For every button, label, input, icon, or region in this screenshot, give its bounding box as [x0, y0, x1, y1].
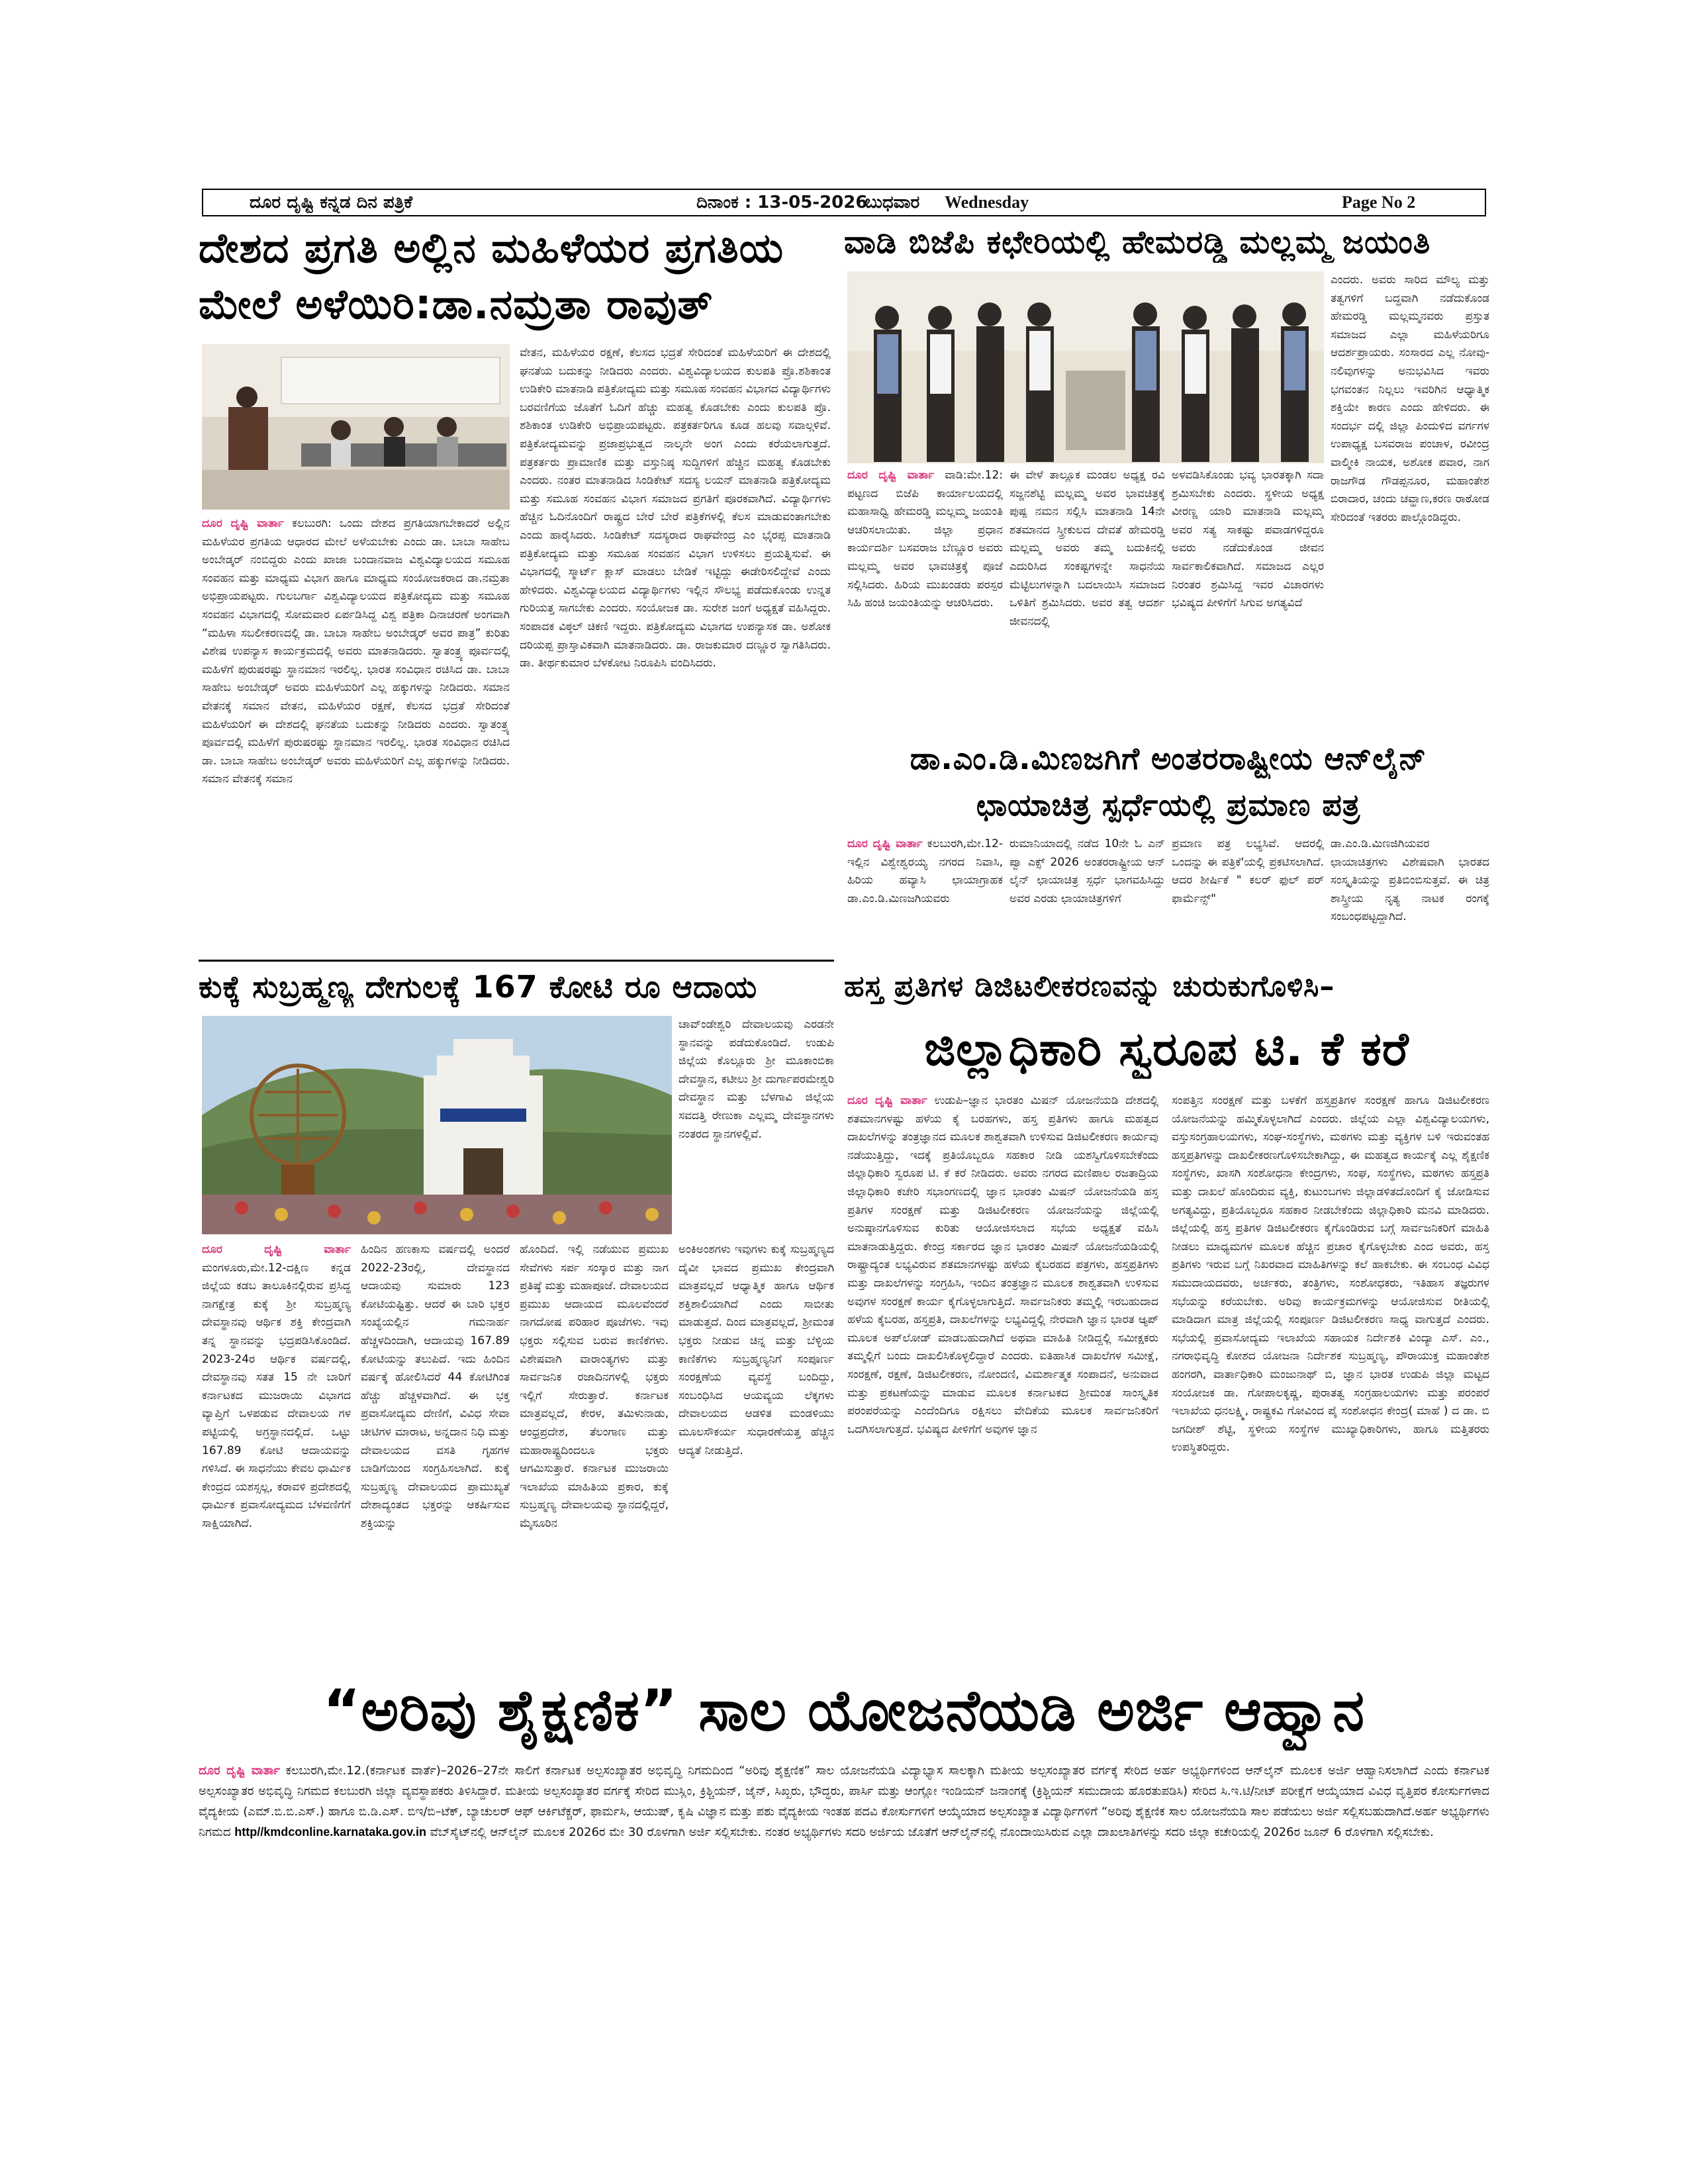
masthead	[202, 189, 1486, 216]
article3-column3	[1172, 835, 1324, 954]
article4-col3-text: ಹೊಂದಿದೆ. ಇಲ್ಲಿ ನಡೆಯುವ ಪ್ರಮುಖ ಸೇವೆಗಳು ಸರ್ಪ ಸಂಸ್ಕಾರ ಮತ್ತು ನಾಗ ಪ್ರತಿಷ್ಠೆ ಮತ್ತು ಮಹಾಪೂಜೆ. ದೇವಾಲಯದ ಪ್ರಮುಖ ಆದಾಯದ ಮೂಲವೆಂದರೆ ನಾಗದೋಷ ಪರಿಹಾರ ಪೂಜೆಗಳು. ಇವು ಭಕ್ತರು ಸಲ್ಲಿಸುವ ಬರುವ ಕಾಣಿಕೆಗಳು. ವಿಶೇಷವಾಗಿ ವಾರಾಂತ್ಯಗಳು ಮತ್ತು ಸಾರ್ವಜನಿಕ ರಜಾದಿನಗಳಲ್ಲಿ ಭಕ್ತರು ಇಲ್ಲಿಗೆ ಸೇರುತ್ತಾರೆ. ಕರ್ನಾಟಕ ಮಾತ್ರವಲ್ಲದೆ, ಕೇರಳ, ತಮಿಳುನಾಡು, ಆಂಧ್ರಪ್ರದೇಶ, ತೆಲಂಗಾಣ ಮತ್ತು ಮಹಾರಾಷ್ಟ್ರದಿಂದಲೂ ಭಕ್ತರು ಆಗಮಿಸುತ್ತಾರೆ. ಕರ್ನಾಟಕ ಮುಜರಾಯಿ ಇಲಾಖೆಯ ಮಾಹಿತಿಯ ಪ್ರಕಾರ, ಕುಕ್ಕೆ ಸುಬ್ರಹ್ಮಣ್ಯ ದೇವಾಲಯವು ಸ್ಥಾನದಲ್ಲಿದ್ದರೆ, ಮೈಸೂರಿನ	[520, 1243, 669, 1530]
article1-headline-line1: ದೇಶದ ಪ್ರಗತಿ ಅಲ್ಲಿನ ಮಹಿಳೆಯರ ಪ್ರಗತಿಯ	[199, 224, 784, 272]
article5-col2-text: ಸಂಪತ್ತಿನ ಸಂರಕ್ಷಣೆ ಮತ್ತು ಬಳಕೆಗೆ ಹಸ್ತಪ್ರತಿಗಳ ಸಂರಕ್ಷಣೆ ಹಾಗೂ ಡಿಜಿಟಲೀಕರಣ ಯೋಜನೆಯನ್ನು ಹಮ್ಮಿಕೊಳ್ಳಲಾಗಿದೆ ಎಂದರು. ಜಿಲ್ಲೆಯ ಎಲ್ಲಾ ವಿಶ್ವವಿದ್ಯಾಲಯಗಳು, ವಸ್ತುಸಂಗ್ರಹಾಲಯಗಳು, ಸಂಘ-ಸಂಸ್ಥೆಗಳು, ಮಠಗಳು ಮತ್ತು ವ್ಯಕ್ತಿಗಳ ಬಳಿ ಇರುವಂತಹ ಹಸ್ತಪ್ರತಿಗಳನ್ನು ದಾಖಲೀಕರಣಗೊಳಿಸಬೇಕಾಗಿದ್ದು, ಈ ಮಹತ್ವದ ಕಾರ್ಯಕ್ಕೆ ಎಲ್ಲ ಶೈಕ್ಷಣಿಕ ಸಂಸ್ಥೆಗಳು, ಖಾಸಗಿ ಸಂಶೋಧನಾ ಕೇಂದ್ರಗಳು, ಸಂಘ, ಸಂಸ್ಥೆಗಳು, ಮಠಗಳು ಹಸ್ತಪ್ರತಿ ಮತ್ತು ದಾಖಲೆ ಹೊಂದಿರುವ ವ್ಯಕ್ತಿ, ಕುಟುಂಬಗಳು ಜಿಲ್ಲಾಡಳಿತದೊಂದಿಗೆ ಕೈ ಜೋಡಿಸುವ ಅಗತ್ಯವಿದ್ದು, ಪ್ರತಿಯೊಬ್ಬರೂ ಸಹಕಾರ ನೀಡಬೇಕೆಂದು ಜಿಲ್ಲಾಧಿಕಾರಿ ಮನವಿ ಮಾಡಿದರು. ಜಿಲ್ಲೆಯಲ್ಲಿ ಹಸ್ತ ಪ್ರತಿಗಳ ಡಿಜಿಟಲೀಕರಣ ಕೈಗೊಂಡಿರುವ ಬಗ್ಗೆ ಸಾರ್ವಜನಿಕರಿಗೆ ಮಾಹಿತಿ ನೀಡಲು ಮಾಧ್ಯಮಗಳ ಮೂಲಕ ಹೆಚ್ಚಿನ ಪ್ರಚಾರ ಕೈಗೊಳ್ಳಬೇಕು ಎಂದ ಅವರು, ಹಸ್ತ ಪ್ರತಿಗಳು ಇರುವ ಬಗ್ಗೆ ನಿಖರವಾದ ಮಾಹಿತಿಗಳನ್ನು ಕಲೆ ಹಾಕಬೇಕು. ಈ ಸಂಬಂಧ ವಿವಿಧ ಸಮುದಾಯದವರು, ಅರ್ಚಕರು, ತಂತ್ರಿಗಳು, ಸಂಶೋಧಕರು, ಇತಿಹಾಸ ತಜ್ಞರುಗಳ ಸಭೆಯನ್ನು ಕರೆಯಬೇಕು. ಅರಿವು ಕಾರ್ಯಕ್ರಮಗಳನ್ನು ಆಯೋಜಿಸುವ ರೀತಿಯಲ್ಲಿ ಮಾಡಿದಾಗ ಮಾತ್ರ ಜಿಲ್ಲೆಯಲ್ಲಿ ಸಂಪೂರ್ಣ ಡಿಜಿಟಲೀಕರಣ ಸಾಧ್ಯ ವಾಗುತ್ತದೆ ಎಂದರು. ಸಭೆಯಲ್ಲಿ ಪ್ರವಾಸೋದ್ಯಮ ಇಲಾಖೆಯ ಸಹಾಯಕ ನಿರ್ದೇಶಕಿ ವಿಂದ್ಯಾ ಎಸ್. ಎಂ., ನಗರಾಭಿವೃದ್ಧಿ ಕೋಶದ ಯೋಜನಾ ನಿರ್ದೇಶಕ ಸುಬ್ರಹ್ಮಣ್ಯ, ಪೌರಾಯುಕ್ತ ಮಹಾಂತೇಶ ಹಂಗರಗಿ, ವಾರ್ತಾಧಿಕಾರಿ ಮಂಜುನಾಥ್ ಬಿ, ಜ್ಞಾನ ಭಾರತ ಉಡುಪಿ ಜಿಲ್ಲಾ ಮಟ್ಟದ ಸಂಯೋಜಕ ಡಾ. ಗೋಪಾಲಕೃಷ್ಣ, ಪುರಾತತ್ವ ಸಂಗ್ರಹಾಲಯಗಳು ಮತ್ತು ಪರಂಪರೆ ಇಲಾಖೆಯ ಧನಲಕ್ಷ್ಮಿ, ರಾಷ್ಟ್ರಕವಿ ಗೋವಿಂದ ಪೈ ಸಂಶೋಧನ ಕೇಂದ್ರ( ಮಾಹೆ ) ದ ಡಾ. ಬಿ ಜಗದೀಶ್ ಶೆಟ್ಟಿ, ಸ್ಥಳೀಯ ಸಂಸ್ಥೆಗಳ ಮುಖ್ಯಾಧಿಕಾರಿಗಳು, ಹಾಗೂ ಮತ್ತಿತರರು ಉಪಸ್ಥಿತರಿದ್ದರು.	[1172, 1094, 1489, 1455]
article1-col1-text: ಕಲಬುರಗಿ: ಒಂದು ದೇಶದ ಪ್ರಗತಿಯಾಗಬೇಕಾದರೆ ಅಲ್ಲಿನ ಮಹಿಳೆಯರ ಪ್ರಗತಿಯ ಆಧಾರದ ಮೇಲೆ ಅಳೆಯಬೇಕು ಎಂದು ಡಾ. ಬಾಬಾ ಸಾಹೇಬ ಅಂಬೇಡ್ಕರ್ ನಂಬಿದ್ದರು ಎಂದು ಖಾಜಾ ಬಂದಾನವಾಜ ವಿಶ್ವವಿದ್ಯಾಲಯದ ಸಮೂಹ ಸಂವಹನ ಮತ್ತು ಮಾಧ್ಯಮ ವಿಭಾಗ ಹಾಗೂ ಮಾಧ್ಯಮ ಸಂಯೋಜಕರಾದ ಡಾ.ನಮ್ರತಾ ಅಭಿಪ್ರಾಯಪಟ್ಟರು. ಗುಲಬರ್ಗಾ ವಿಶ್ವವಿದ್ಯಾಲಯದ ಪತ್ರಿಕೋದ್ಯಮ ಮತ್ತು ಸಮೂಹ ಸಂವಹನ ವಿಭಾಗದಲ್ಲಿ ಸೋಮವಾರ ಏರ್ಪಡಿಸಿದ್ದ ವಿಶ್ವ ಪತ್ರಿಕಾ ದಿನಾಚರಣೆ ಅಂಗವಾಗಿ “ಮಹಿಳಾ ಸಬಲೀಕರಣದಲ್ಲಿ ಡಾ. ಬಾಬಾ ಸಾಹೇಬ ಅಂಬೇಡ್ಕರ್ ಅವರ ಪಾತ್ರ” ಕುರಿತು ವಿಶೇಷ ಉಪನ್ಯಾಸ ಕಾರ್ಯಕ್ರಮದಲ್ಲಿ ಅವರು ಮಾತನಾಡಿದರು. ಸ್ವಾತಂತ್ರ್ಯ ಪೂರ್ವದಲ್ಲಿ ಮಹಿಳೆಗೆ ಪುರುಷರಷ್ಟು ಸ್ಥಾನಮಾನ ಇರಲಿಲ್ಲ. ಭಾರತ ಸಂವಿಧಾನ ರಚಿಸಿದ ಡಾ. ಬಾಬಾ ಸಾಹೇಬ ಅಂಬೇಡ್ಕರ್ ಅವರು ಮಹಿಳೆಯರಿಗೆ ಎಲ್ಲ ಹಕ್ಕುಗಳನ್ನು ನೀಡಿದರು. ಸಮಾನ ವೇತನಕ್ಕೆ ಸಮಾನ ವೇತನ, ಮಹಿಳೆಯರ ರಕ್ಷಣೆ, ಕೆಲಸದ ಭದ್ರತೆ ಸೇರಿದಂತೆ ಮಹಿಳೆಯರಿಗೆ ಈ ದೇಶದಲ್ಲಿ ಘನತೆಯ ಬದುಕನ್ನು ನೀಡಿದರು ಎಂದರು. ಸ್ವಾತಂತ್ರ್ಯ ಪೂರ್ವದಲ್ಲಿ ಮಹಿಳೆಗೆ ಪುರುಷರಷ್ಟು ಸ್ಥಾನಮಾನ ಇರಲಿಲ್ಲ. ಭಾರತ ಸಂವಿಧಾನ ರಚಿಸಿದ ಡಾ. ಬಾಬಾ ಸಾಹೇಬ ಅಂಬೇಡ್ಕರ್ ಅವರು ಮಹಿಳೆಯರಿಗೆ ಎಲ್ಲ ಹಕ್ಕುಗಳನ್ನು ನೀಡಿದರು. ಸಮಾನ ವೇತನಕ್ಕೆ ಸಮಾನ	[202, 517, 510, 786]
article3-headline-line2: ಛಾಯಾಚಿತ್ರ ಸ್ಪರ್ಧೆಯಲ್ಲಿ ಪ್ರಮಾಣ ಪತ್ರ	[976, 787, 1361, 823]
page-number: Page No 2	[1342, 193, 1416, 212]
article5-col1-text: ಉಡುಪಿ–ಜ್ಞಾನ ಭಾರತಂ ಮಿಷನ್ ಯೋಜನೆಯಡಿ ದೇಶದಲ್ಲಿ ಶತಮಾನಗಳಷ್ಟು ಹಳೆಯ ಕೈ ಬರಹಗಳು, ಹಸ್ತ ಪ್ರತಿಗಳು ಹಾಗೂ ಮಹತ್ವದ ದಾಖಲೆಗಳನ್ನು ತಂತ್ರಜ್ಞಾನದ ಮೂಲಕ ಶಾಶ್ವತವಾಗಿ ಉಳಿಸುವ ಡಿಜಿಟಲೀಕರಣ ಕಾರ್ಯವು ನಡೆಯುತ್ತಿದ್ದು, ಇದಕ್ಕೆ ಪ್ರತಿಯೊಬ್ಬರೂ ಸಹಕಾರ ನೀಡಿ ಯಶಸ್ವಿಗೊಳಿಸಬೇಕೆಂದು ಜಿಲ್ಲಾಧಿಕಾರಿ ಸ್ವರೂಪ ಟಿ. ಕೆ ಕರೆ ನೀಡಿದರು. ಅವರು ನಗರದ ಮಣಿಪಾಲ ರಜತಾದ್ರಿಯ ಜಿಲ್ಲಾಧಿಕಾರಿ ಕಚೇರಿ ಸಭಾಂಗಣದಲ್ಲಿ ಜ್ಞಾನ ಭಾರತಂ ಮಿಷನ್ ಯೋಜನೆಯಡಿ ಹಸ್ತ ಪ್ರತಿಗಳ ಸಂರಕ್ಷಣೆ ಮತ್ತು ಡಿಜಿಟಲೀಕರಣ ಯೋಜನೆಯನ್ನು ಜಿಲ್ಲೆಯಲ್ಲಿ ಅನುಷ್ಠಾನಗೊಳಿಸುವ ಕುರಿತು ಆಯೋಜಿಸಲಾದ ಸಭೆಯ ಅಧ್ಯಕ್ಷತೆ ವಹಿಸಿ ಮಾತನಾಡುತ್ತಿದ್ದರು. ಕೇಂದ್ರ ಸರ್ಕಾರದ ಜ್ಞಾನ ಭಾರತಂ ಮಿಷನ್ ಯೋಜನೆಯಡಿಯಲ್ಲಿ ರಾಷ್ಟ್ರಾದ್ಯಂತ ಲಭ್ಯವಿರುವ ಶತಮಾನಗಳಷ್ಟು ಹಳೆಯ ಕೈಬರಹದ ಪತ್ರಗಳು, ಹಸ್ತಪ್ರತಿಗಳು ಮತ್ತು ದಾಖಲೆಗಳನ್ನು ಸಂಗ್ರಹಿಸಿ, ಇಂದಿನ ತಂತ್ರಜ್ಞಾನ ಮೂಲಕ ಶಾಶ್ವತವಾಗಿ ಉಳಿಸುವ ಅವುಗಳ ಸಂರಕ್ಷಣೆ ಕಾರ್ಯ ಕೈಗೊಳ್ಳಲಾಗುತ್ತಿದೆ. ಸಾರ್ವಜನಿಕರು ತಮ್ಮಲ್ಲಿ ಇರಬಹುದಾದ ಹಳೆಯ ಕೈಬರಹ, ಹಸ್ತಪ್ರತಿ, ದಾಖಲೆಗಳನ್ನು ಲಭ್ಯವಿದ್ದಲ್ಲಿ ನೇರವಾಗಿ ಜ್ಞಾನ ಭಾರತ ಆ್ಯಪ್ ಮೂಲಕ ಅಪ್‌ಲೋಡ್ ಮಾಡಬಹುದಾಗಿದೆ ಅಥವಾ ಮಾಹಿತಿ ನೀಡಿದ್ದಲ್ಲಿ ಸಮೀಕ್ಷಕರು ತಮ್ಮಲ್ಲಿಗೆ ಬಂದು ದಾಖಲಿಸಿಕೊಳ್ಳಲಿದ್ದಾರೆ ಎಂದರು. ಐತಿಹಾಸಿಕ ದಾಖಲೆಗಳ ಸಮೀಕ್ಷೆ, ಸಂರಕ್ಷಣೆ, ರಕ್ಷಣೆ, ಡಿಜಿಟಲೀಕರಣ, ನೋಂದಣಿ, ವಿಮರ್ಶಾತ್ಮಕ ಸಂಪಾದನೆ, ಅನುವಾದ ಮತ್ತು ಪ್ರಕಟಣೆಯನ್ನು ಮಾಡುವ ಮೂಲಕ ಕರ್ನಾಟಕದ ಶ್ರೀಮಂತ ಸಾಂಸ್ಕೃತಿಕ ಪರಂಪರೆಯನ್ನು ಎಂದೆಂದಿಗೂ ರಕ್ಷಿಸಲು ವೇದಿಕೆಯ ಮೂಲಕ ಸಾರ್ವಜನಿಕರಿಗೆ ಒದಗಿಸಲಾಗುತ್ತದೆ. ಭವಿಷ್ಯದ ಪೀಳಿಗೆಗೆ ಅವುಗಳ ಜ್ಞಾನ	[847, 1094, 1158, 1436]
article3-col2-text: ರುಮಾನಿಯಾದಲ್ಲಿ ನಡೆದ 10ನೇ ಓ ಎನ್ ಪ್ವಾ ಎಕ್ಸ್ 2026 ಅಂತರರಾಷ್ಟ್ರೀಯ ಆನ್ ಲೈನ್ ಛಾಯಾಚಿತ್ರ ಸ್ಪರ್ಧೆ ಭಾಗವಹಿಸಿದ್ದು ಅವರ ಎರಡು ಛಾಯಾಚಿತ್ರಗಳಿಗೆ	[1009, 837, 1165, 905]
article1-photo	[202, 344, 510, 510]
article6-body-end: ವೆಬ್‌ಸೈಟ್‌ನಲ್ಲಿ ಆನ್‌ಲೈನ್ ಮೂಲಕ 2026ರ ಮೇ 30 ರೊಳಗಾಗಿ ಅರ್ಜಿ ಸಲ್ಲಿಸಬೇಕು. ನಂತರ ಅಭ್ಯರ್ಥಿಗಳು ಸದರಿ ಅರ್ಜಿಯ ಜೊತೆಗೆ ಆನ್‌ಲೈನ್‌ನಲ್ಲಿ ನೊಂದಾಯಿಸಿರುವ ಎಲ್ಲಾ ದಾಖಲಾತಿಗಳನ್ನು ಸದರಿ ಜಿಲ್ಲಾ ಕಚೇರಿಯಲ್ಲಿ 2026ರ ಜೂನ್ 6 ರೊಳಗಾಗಿ ಸಲ್ಲಿಸಬೇಕು.	[426, 1825, 1434, 1839]
article4-column1	[202, 1241, 351, 1661]
article3-col3-text: ಪ್ರಮಾಣ ಪತ್ರ ಲಭ್ಯಸಿವೆ. ಆದರಲ್ಲಿ ಒಂದನ್ನು ಈ ಪತ್ರಿಕೆ'ಯಲ್ಲಿ ಪ್ರಕಟಿಸಲಾಗಿದೆ. ಆದರ ಶೀರ್ಷಿಕೆ " ಕಲರ್ ಫುಲ್ ಪರ್ ಫಾರ್ಮೆನ್ಸ್"	[1172, 837, 1324, 905]
article4-column2	[361, 1241, 510, 1661]
article3-byline: ದೂರ ದೃಷ್ಟಿ ವಾರ್ತಾ	[847, 837, 923, 850]
article4-side-column	[679, 1016, 834, 1234]
article1-col2-text: ವೇತನ, ಮಹಿಳೆಯರ ರಕ್ಷಣೆ, ಕೆಲಸದ ಭದ್ರತೆ ಸೇರಿದಂತೆ ಮಹಿಳೆಯರಿಗೆ ಈ ದೇಶದಲ್ಲಿ ಘನತೆಯ ಬದುಕನ್ನು ನೀಡಿದರು ಎಂದರು. ವಿಶ್ವವಿದ್ಯಾಲಯದ ಕುಲಪತಿ ಪ್ರೊ.ಶಶಿಕಾಂತ ಉಡಿಕೇರಿ ಮಾತನಾಡಿ ಪತ್ರಿಕೋದ್ಯಮ ಮತ್ತು ಸಮೂಹ ಸಂವಹನ ವಿಭಾಗದ ವಿದ್ಯಾರ್ಥಿಗಳು ಬರವಣಿಗೆಯ ಜೊತೆಗೆ ಓದಿಗೆ ಹೆಚ್ಚು ಮಹತ್ವ ಕೊಡಬೇಕು ಎಂದು ಕುಲಪತಿ ಪ್ರೊ. ಶಶಿಕಾಂತ ಉಡಿಕೇರಿ ಅಭಿಪ್ರಾಯಪಟ್ಟರು. ಪತ್ರಕರ್ತರಿಗೂ ಕೂಡ ಹಲವು ಸವಾಲ್ಗಳಿವೆ. ಪತ್ರಿಕೋದ್ಯಮವನ್ನು ಪ್ರಜಾಪ್ರಭುತ್ವದ ನಾಲ್ಕನೇ ಅಂಗ ಎಂದು ಕರೆಯಲಾಗುತ್ತದೆ. ಪತ್ರಕರ್ತರು ಪ್ರಾಮಾಣಿಕ ಮತ್ತು ವಸ್ತುನಿಷ್ಠ ಸುದ್ದಿಗಳಿಗೆ ಹೆಚ್ಚಿನ ಮಹತ್ವ ಕೊಡಬೇಕು ಎಂದರು. ನಂತರ ಮಾತನಾಡಿದ ಸಿಂಡಿಕೇಟ್ ಸದಸ್ಯ ಲಯನ್ ಮಾತನಾಡಿ ಪತ್ರಿಕೋದ್ಯಮ ಮತ್ತು ಸಮೂಹ ಸಂವಹನ ವಿಭಾಗ ಸಮಾಜದ ಪ್ರಗತಿಗೆ ಪೂರಕವಾಗಿದೆ. ವಿದ್ಯಾರ್ಥಿಗಳು ಹೆಚ್ಚಿನ ಓದಿನೊಂದಿಗೆ ರಾಷ್ಟ್ರದ ಬೇರೆ ಬೇರೆ ಪತ್ರಿಕೆಗಳಲ್ಲಿ ಕೆಲಸ ಮಾಡುವಂತಾಗಬೇಕು ಎಂದು ಹಾರೈಸಿದರು. ಸಿಂಡಿಕೇಟ್ ಸದಸ್ಯರಾದ ರಾಘವೇಂದ್ರ ಎಂ ಭೈರಪ್ಪ ಮಾತನಾಡಿ ಪತ್ರಿಕೋದ್ಯಮ ಮತ್ತು ಸಮೂಹ ಸಂವಹನ ವಿಭಾಗ ಉಳಿಸಲು ಪ್ರಯತ್ನಿಸುವೆ. ಈ ವಿಭಾಗದಲ್ಲಿ ಸ್ಮಾರ್ಟ್ ಕ್ಲಾಸ್ ಮಾಡಲು ಬೇಡಿಕೆ ಇಟ್ಟಿದ್ದು ಈಡೇರಿಸಲಿದ್ದೇವೆ ಎಂದು ಹೇಳಿದರು. ವಿಶ್ವವಿದ್ಯಾಲಯದ ವಿದ್ಯಾರ್ಥಿಗಳು ಇಲ್ಲಿನ ಸೌಲಭ್ಯ ಪಡೆದುಕೊಂಡು ಉನ್ನತ ಗುರಿಯತ್ತ ಸಾಗಬೇಕು ಎಂದರು. ಸಂಯೋಜಕ ಡಾ. ಸುರೇಶ ಜಂಗೆ ಅಧ್ಯಕ್ಷತೆ ವಹಿಸಿದ್ದರು. ಸಂಪಾದಕ ವಿಠ್ಠಲ್ ಚಿಕಣಿ ಇದ್ದರು. ಪತ್ರಿಕೋದ್ಯಮ ವಿಭಾಗದ ಉಪನ್ಯಾಸಕ ಡಾ. ಅಶೋಕ ದರಿಯಪ್ಪ ಪ್ರಾಸ್ತಾವಿಕವಾಗಿ ಮಾತನಾಡಿದರು. ಡಾ. ರಾಜಕುಮಾರ ದಣ್ಣೂರ ಸ್ವಾಗತಿಸಿದರು. ಡಾ. ತೀರ್ಥಕುಮಾರ ಬೆಳಕೋಟ ನಿರೂಪಿಸಿ ವಂದಿಸಿದರು.	[520, 346, 831, 670]
article5-headline-line1: ಹಸ್ತ ಪ್ರತಿಗಳ ಡಿಜಿಟಲೀಕರಣವನ್ನು ಚುರುಕುಗೊಳಿಸಿ–	[844, 970, 1335, 1003]
article1-headline-line2: ಮೇಲೆ ಅಳೆಯಿರಿ:ಡಾ.ನಮ್ರತಾ ರಾವುತ್	[199, 280, 714, 328]
article4-col2-text: ಹಿಂದಿನ ಹಣಕಾಸು ವರ್ಷದಲ್ಲಿ ಅಂದರೆ 2022-23ರಲ್ಲಿ, ದೇವಸ್ಥಾನದ ಆದಾಯವು ಸುಮಾರು 123 ಕೋಟಿಯಷ್ಟಿತ್ತು. ಆದರೆ ಈ ಬಾರಿ ಭಕ್ತರ ಸಂಖ್ಯೆಯಲ್ಲಿನ ಗಮನಾರ್ಹ ಹೆಚ್ಚಳದಿಂದಾಗಿ, ಆದಾಯವು 167.89 ಕೋಟಿಯನ್ನು ತಲುಪಿದೆ. ಇದು ಹಿಂದಿನ ವರ್ಷಕ್ಕೆ ಹೋಲಿಸಿದರೆ 44 ಕೋಟಿಗಿಂತ ಹೆಚ್ಚು ಹೆಚ್ಚಳವಾಗಿದೆ. ಈ ಭಕ್ತ ಪ್ರವಾಸೋದ್ಯಮ ದೇಣಿಗೆ, ವಿವಿಧ ಸೇವಾ ಚೀಟಿಗಳ ಮಾರಾಟ, ಅನ್ನದಾನ ನಿಧಿ ಮತ್ತು ದೇವಾಲಯದ ವಸತಿ ಗೃಹಗಳ ಬಾಡಿಗೆಯಿಂದ ಸಂಗ್ರಹಿಸಲಾಗಿದೆ. ಕುಕ್ಕೆ ಸುಬ್ರಹ್ಮಣ್ಯ ದೇವಾಲಯದ ಪ್ರಾಮುಖ್ಯತೆ ದೇಶಾದ್ಯಂತದ ಭಕ್ತರನ್ನು ಆಕರ್ಷಿಸುವ ಶಕ್ತಿಯನ್ನು	[361, 1243, 510, 1530]
article5-headline-line2: ಜಿಲ್ಲಾಧಿಕಾರಿ ಸ್ವರೂಪ ಟಿ. ಕೆ ಕರೆ	[924, 1022, 1409, 1076]
article2-col4-text: ಎಂದರು. ಅವರು ಸಾರಿದ ಮೌಲ್ಯ ಮತ್ತು ತತ್ವಗಳಿಗೆ ಬದ್ಧವಾಗಿ ನಡೆದುಕೊಂಡ ಹೇಮರಡ್ಡಿ ಮಲ್ಲಮ್ಮನವರು ಪ್ರಸ್ತುತ ಸಮಾಜದ ಎಲ್ಲಾ ಮಹಿಳೆಯರಿಗೂ ಆದರ್ಶಪ್ರಾಯರು. ಸಂಸಾರದ ಎಲ್ಲ ನೋವು-ನಲಿವುಗಳನ್ನು ಅನುಭವಿಸಿದ ಇವರು ಭಗವಂತನ ನಿಲ್ಲಲು ಇವರಿಗಿನ ಆಧ್ಯಾತ್ಮಿಕ ಶಕ್ತಿಯೇ ಕಾರಣ ಎಂದು ಹೇಳಿದರು. ಈ ಸಂದರ್ಭ ದಲ್ಲಿ ಜಿಲ್ಲಾ ಪಿಂದುಳಿದ ವರ್ಗಗಳ ಉಪಾಧ್ಯಕ್ಷ ಬಸವರಾಜ ಪಂಚಾಳ, ರವೀಂದ್ರ ವಾಲ್ಮೀಕಿ ನಾಯಕ, ಅಶೋಕ ಪವಾರ, ನಾಗ ರಾಜಗೌಡ ಗೌಡಪ್ಪನೂರ, ಮಹಾಂತೇಶ ಬಿರಾದಾರ, ಚಂದು ಚವ್ಹಾಣ,ಕರಣ ರಾಠೋಡ ಸೇರಿದಂತೆ ಇತರರು ಪಾಲ್ಗೊಂಡಿದ್ದರು.	[1331, 273, 1489, 524]
issue-day-en: Wednesday	[945, 193, 1029, 212]
article6-body-text: ಕಲಬುರಗಿ,ಮೇ.12.(ಕರ್ನಾಟಕ ವಾರ್ತೆ)–2026–27ನೇ ಸಾಲಿಗೆ ಕರ್ನಾಟಕ ಅಲ್ಪಸಂಖ್ಯಾತರ ಅಭಿವೃದ್ಧಿ ನಿಗಮದಿಂದ “ಅರಿವು ಶೈಕ್ಷಣಿಕ” ಸಾಲ ಯೋಜನೆಯಡಿ ವಿದ್ಯಾಭ್ಯಾಸ ಸಾಲಕ್ಕಾಗಿ ಮತೀಯ ಅಲ್ಪಸಂಖ್ಯಾತರ ವರ್ಗಕ್ಕೆ ಸೇರಿದ ಅರ್ಹ ಅಭ್ಯರ್ಥಿಗಳಿಂದ ಆನ್‌ಲೈನ್ ಮೂಲಕ ಅರ್ಜಿ ಆಹ್ವಾನಿಸಲಾಗಿದೆ ಎಂದು ಕರ್ನಾಟಕ ಅಲ್ಪಸಂಖ್ಯಾತರ ಅಭಿವೃದ್ಧಿ ನಿಗಮದ ಕಲಬುರಗಿ ಜಿಲ್ಲಾ ವ್ಯವಸ್ಥಾಪಕರು ತಿಳಿಸಿದ್ದಾರೆ. ಮತೀಯ ಅಲ್ಪಸಂಖ್ಯಾತರ ವರ್ಗಕ್ಕೆ ಸೇರಿದ ಮುಸ್ಲಿಂ, ಕ್ರಿಶ್ಚಿಯನ್, ಜೈನ್, ಸಿಖ್ಖರು, ಭೌದ್ಧರು, ಪಾರ್ಸಿ ಮತ್ತು ಆಂಗ್ಲೋ ಇಂಡಿಯನ್ ಜನಾಂಗಕ್ಕೆ (ಕ್ರಿಶ್ಚಿಯನ್ ಸಮುದಾಯ ಹೊರತುಪಡಿಸಿ) ಸೇರಿದ ಸಿ.ಇ.ಟಿ/ನೀಟ್ ಪರೀಕ್ಷೆಗೆ ಆಯ್ಕೆಯಾದ ವಿವಿಧ ವೃತ್ತಿಪರ ಕೋರ್ಸುಗಳಾದ ವೈದ್ಯಕೀಯ (ಎಮ್.ಬಿ.ಬಿ.ಎಸ್.) ಹಾಗೂ ಬಿ.ಡಿ.ಎಸ್. ಬಿಇ/ಬಿ–ಟೆಕ್, ಬ್ಯಾಚುಲರ್ ಆಫ್ ಆರ್ಕಿಟೆಕ್ಚರ್, ಫಾರ್ಮಸಿ, ಆಯುಷ್, ಕೃಷಿ ವಿಜ್ಞಾನ ಮತ್ತು ಪಶು ವೈದ್ಯಕೀಯ ಇಂತಹ ಪದವಿ ಕೋರ್ಸುಗಳಿಗೆ ಆಯ್ಕೆಯಾದ ಅಲ್ಪಸಂಖ್ಯಾತ ವಿದ್ಯಾರ್ಥಿಗಳಿಗೆ “ಅರಿವು ಶೈಕ್ಷಣಿಕ ಸಾಲ ಯೋಜನೆಯಡಿ ಸಾಲ ಪಡೆಯಲು ಅರ್ಜಿ ಸಲ್ಲಿಸಬಹುದಾಗಿದೆ.ಅರ್ಹ ಅಭ್ಯರ್ಥಿಗಳು ನಿಗಮದ	[199, 1764, 1489, 1839]
article2-column4	[1331, 271, 1489, 728]
article6-body	[199, 1760, 1489, 1979]
article4-col1-text: ಮಂಗಳೂರು,ಮೇ.12-ದಕ್ಷಿಣ ಕನ್ನಡ ಜಿಲ್ಲೆಯ ಕಡಬ ತಾಲೂಕಿನಲ್ಲಿರುವ ಪ್ರಸಿದ್ಧ ನಾಗಕ್ಷೇತ್ರ ಕುಕ್ಕೆ ಶ್ರೀ ಸುಬ್ರಹ್ಮಣ್ಯ ದೇವಸ್ಥಾನವು ಆರ್ಥಿಕ ಶಕ್ತಿ ಕೇಂದ್ರವಾಗಿ ತನ್ನ ಸ್ಥಾನವನ್ನು ಭದ್ರಪಡಿಸಿಕೊಂಡಿದೆ. 2023-24ರ ಆರ್ಥಿಕ ವರ್ಷದಲ್ಲಿ, ದೇವಸ್ಥಾನವು ಸತತ 15 ನೇ ಬಾರಿಗೆ ಕರ್ನಾಟಕದ ಮುಜರಾಯಿ ವಿಭಾಗದ ವ್ಯಾಪ್ತಿಗೆ ಒಳಪಡುವ ದೇವಾಲಯ ಗಳ ಪಟ್ಟಿಯಲ್ಲಿ ಅಗ್ರಸ್ಥಾನದಲ್ಲಿದೆ. ಒಟ್ಟು 167.89 ಕೋಟಿ ಆದಾಯವನ್ನು ಗಳಿಸಿದೆ. ಈ ಸಾಧನೆಯು ಕೇವಲ ಧಾರ್ಮಿಕ ಕೇಂದ್ರದ ಯಶಸ್ಸಲ್ಲ, ಕರಾವಳಿ ಪ್ರದೇಶದಲ್ಲಿ ಧಾರ್ಮಿಕ ಪ್ರವಾಸೋದ್ಯಮದ ಬೆಳವಣಿಗೆಗೆ ಸಾಕ್ಷಿಯಾಗಿದೆ.	[202, 1261, 351, 1530]
article1-column1	[202, 515, 510, 952]
article6-headline: “ಅರಿವು ಶೈಕ್ಷಣಿಕ” ಸಾಲ ಯೋಜನೆಯಡಿ ಅರ್ಜಿ ಆಹ್ವಾನ	[322, 1678, 1366, 1744]
article6-byline: ದೂರ ದೃಷ್ಟಿ ವಾರ್ತಾ	[199, 1764, 280, 1778]
divider-rule	[199, 960, 834, 962]
article2-col3-text: ಅಳವಡಿಸಿಕೊಂಡು ಭವ್ಯ ಭಾರತಕ್ಕಾಗಿ ಸದಾ ಶ್ರಮಿಸಬೇಕು ಎಂದರು. ಸ್ಥಳೀಯ ಅಧ್ಯಕ್ಷ ವೀರಣ್ಣ ಯಾರಿ ಮಾತನಾಡಿ ಮಲ್ಲಮ್ಮ ಅವರ ಸತ್ಯ ಸಾಕಷ್ಟು ಪವಾಡಗಳಿದ್ದರೂ ಅವರು ನಡೆದುಕೊಂಡ ಜೀವನ ಸಾರ್ವಕಾಲಿಕವಾಗಿದೆ. ಸಮಾಜದ ಎಲ್ಲರ ನಿರಂತರ ಶ್ರಮಿಸಿದ್ದ ಇವರ ವಿಚಾರಗಳು ಭವಿಷ್ಯದ ಪೀಳಿಗೆಗೆ ಸಿಗುವ ಅಗತ್ಯವಿದೆ	[1172, 469, 1324, 610]
article2-column1	[847, 467, 1003, 728]
article4-byline: ದೂರ ದೃಷ್ಟಿ ವಾರ್ತಾ	[202, 1243, 351, 1256]
article4-photo	[202, 1016, 672, 1234]
article2-byline: ದೂರ ದೃಷ್ಟಿ ವಾರ್ತಾ	[847, 469, 935, 482]
article1-byline: ದೂರ ದೃಷ್ಟಿ ವಾರ್ತಾ	[202, 517, 284, 530]
issue-date: ದಿನಾಂಕ : 13-05-2026	[696, 193, 868, 212]
article3-column4	[1331, 835, 1489, 954]
article2-headline: ವಾಡಿ ಬಿಜೆಪಿ ಕಛೇರಿಯಲ್ಲಿ ಹೇಮರಡ್ಡಿ ಮಲ್ಲಮ್ಮ ಜಯಂತಿ	[844, 224, 1431, 261]
article3-col4-text: ಡಾ.ಎಂ.ಡಿ.ಮಿಣಜಿಗಿಯವರ ಛಾಯಾಚಿತ್ರಗಳು ವಿಶೇಷವಾಗಿ ಭಾರತದ ಸಂಸ್ಕೃತಿಯನ್ನು ಪ್ರತಿಬಿಂಬಿಸುತ್ತವೆ. ಈ ಚಿತ್ರ ಶಾಸ್ತ್ರೀಯ ನೃತ್ಯ ನಾಟಕ ರಂಗಕ್ಕೆ ಸಂಬಂಧಪಟ್ಟದ್ದಾಗಿದೆ.	[1331, 837, 1489, 924]
article3-column2	[1009, 835, 1165, 954]
article1-column2	[520, 344, 831, 952]
article2-col1-text: ವಾಡಿ:ಮೇ.12: ಪಟ್ಟಣದ ಬಿಜೆಪಿ ಕಾರ್ಯಾಲಯದಲ್ಲಿ ಮಹಾಸಾಧ್ವಿ ಹೇಮರಡ್ಡಿ ಮಲ್ಲಮ್ಮ ಜಯಂತಿ ಆಚರಿಸಲಾಯಿತು. ಜಿಲ್ಲಾ ಪ್ರಧಾನ ಕಾರ್ಯದರ್ಶಿ ಬಸವರಾಜ ಬೆಣ್ಣೂರ ಅವರು ಮಲ್ಲಮ್ಮ ಅವರ ಭಾವಚಿತ್ರಕ್ಕೆ ಪೂಜೆ ಸಲ್ಲಿಸಿದರು. ಹಿರಿಯ ಮುಖಂಡರು ಪರಸ್ಪರ ಸಿಹಿ ಹಂಚಿ ಜಯಂತಿಯನ್ನು ಆಚರಿಸಿದರು.	[847, 469, 1003, 610]
article2-col2-text: ಈ ವೇಳೆ ತಾಲ್ಲೂಕ ಮಂಡಲ ಅಧ್ಯಕ್ಷ ರವಿ ಸಜ್ಜನಶೆಟ್ಟಿ ಮಲ್ಲಮ್ಮ ಅವರ ಭಾವಚಿತ್ರಕ್ಕೆ ಪುಷ್ಪ ನಮನ ಸಲ್ಲಿಸಿ ಮಾತನಾಡಿ 14ನೇ ಶತಮಾನದ ಸ್ತ್ರೀಕುಲದ ದೇವತೆ ಹೇಮರಡ್ಡಿ ಮಲ್ಲಮ್ಮ ಅವರು ತಮ್ಮ ಬದುಕಿನಲ್ಲಿ ಎದುರಿಸಿದ ಸಂಕಷ್ಟಗಳನ್ನೇ ಸಾಧನೆಯ ಮೆಟ್ಟಿಲುಗಳನ್ನಾಗಿ ಬದಲಾಯಿಸಿ ಸಮಾಜದ ಒಳಿತಿಗೆ ಶ್ರಮಿಸಿದರು. ಅವರ ತತ್ವ ಆದರ್ಶ ಜೀವನದಲ್ಲಿ	[1009, 469, 1165, 628]
issue-day-kn: ಬುಧವಾರ	[865, 193, 920, 212]
article4-column3	[520, 1241, 669, 1661]
kmdc-website-link[interactable]: http//kmdconline.karnataka.gov.in	[234, 1825, 426, 1839]
article3-col1-text: ಕಲಬುರಗಿ,ಮೇ.12-ಇಲ್ಲಿನ ವಿಶ್ವೇಶ್ವರಯ್ಯ ನಗರದ ನಿವಾಸಿ, ಹಿರಿಯ ಹವ್ಯಾಸಿ ಛಾಯಾಗ್ರಾಹಕ ಡಾ.ಎಂ.ಡಿ.ಮಿಣಜಗಿಯವರು	[847, 837, 1003, 905]
article4-column4	[679, 1241, 834, 1661]
article5-column2	[1172, 1092, 1489, 1661]
article3-headline-line1: ಡಾ.ಎಂ.ಡಿ.ಮಿಣಜಗಿಗೆ ಅಂತರರಾಷ್ಟ್ರೀಯ ಆನ್‌ಲೈನ್	[910, 741, 1427, 776]
paper-name: ದೂರ ದೃಷ್ಟಿ ಕನ್ನಡ ದಿನ ಪತ್ರಿಕೆ	[250, 193, 413, 212]
article5-byline: ದೂರ ದೃಷ್ಟಿ ವಾರ್ತಾ	[847, 1094, 927, 1107]
article5-column1	[847, 1092, 1158, 1661]
article4-headline: ಕುಕ್ಕೆ ಸುಬ್ರಹ್ಮಣ್ಯ ದೇಗುಲಕ್ಕೆ 167 ಕೋಟಿ ರೂ ಆದಾಯ	[199, 969, 758, 1005]
article4-col4-text: ಅಂಕಿಅಂಶಗಳು ಇವುಗಳು ಕುಕ್ಕೆ ಸುಬ್ರಹ್ಮಣ್ಯದ ದೈವೀ ಭಾವದ ಪ್ರಮುಖ ಕೇಂದ್ರವಾಗಿ ಮಾತ್ರವಲ್ಲದೆ ಆಧ್ಯಾತ್ಮಿಕ ಹಾಗೂ ಆರ್ಥಿಕ ಶಕ್ತಿಶಾಲಿಯಾಗಿದೆ ಎಂದು ಸಾಬೀತು ಮಾಡುತ್ತದೆ. ದಿಂದ ಮಾತ್ರವಲ್ಲದೆ, ಶ್ರೀಮಂತ ಭಕ್ತರು ನೀಡುವ ಚಿನ್ನ ಮತ್ತು ಬೆಳ್ಳಿಯ ಕಾಣಿಕೆಗಳು ಸುಬ್ರಹ್ಮಣ್ಯನಿಗೆ ಸಂಪೂರ್ಣ ಸಂರಕ್ಷಣೆಯ ವ್ಯವಸ್ಥೆ ಬಂದಿದ್ದು, ಸಂಬಂಧಿಸಿದ ಆಯವ್ಯಯ ಲೆಕ್ಕಗಳು ದೇವಾಲಯದ ಆಡಳಿತ ಮಂಡಳಿಯು ಮೂಲಸೌಕರ್ಯ ಸುಧಾರಣೆಯತ್ತ ಹೆಚ್ಚಿನ ಆದ್ಯತೆ ನೀಡುತ್ತಿದೆ.	[679, 1243, 834, 1457]
article2-column2	[1009, 467, 1165, 728]
article4-side-text: ಚಾವ್‌ಂಡೇಶ್ವರಿ ದೇವಾಲಯವು ಎರಡನೇ ಸ್ಥಾನವನ್ನು ಪಡೆದುಕೊಂಡಿದೆ. ಉಡುಪಿ ಜಿಲ್ಲೆಯ ಕೊಲ್ಲೂರು ಶ್ರೀ ಮೂಕಾಂಬಿಕಾ ದೇವಸ್ಥಾನ, ಕಟೀಲು ಶ್ರೀ ದುರ್ಗಾಪರಮೇಶ್ವರಿ ದೇವಸ್ಥಾನ ಮತ್ತು ಬೆಳಗಾವಿ ಜಿಲ್ಲೆಯ ಸವದತ್ತಿ ರೇಣುಕಾ ಎಲ್ಲಮ್ಮ ದೇವಸ್ಥಾನಗಳು ನಂತರದ ಸ್ಥಾನಗಳಲ್ಲಿವೆ.	[679, 1018, 834, 1141]
article2-column3	[1172, 467, 1324, 728]
article2-photo	[847, 271, 1324, 463]
article3-column1	[847, 835, 1003, 954]
